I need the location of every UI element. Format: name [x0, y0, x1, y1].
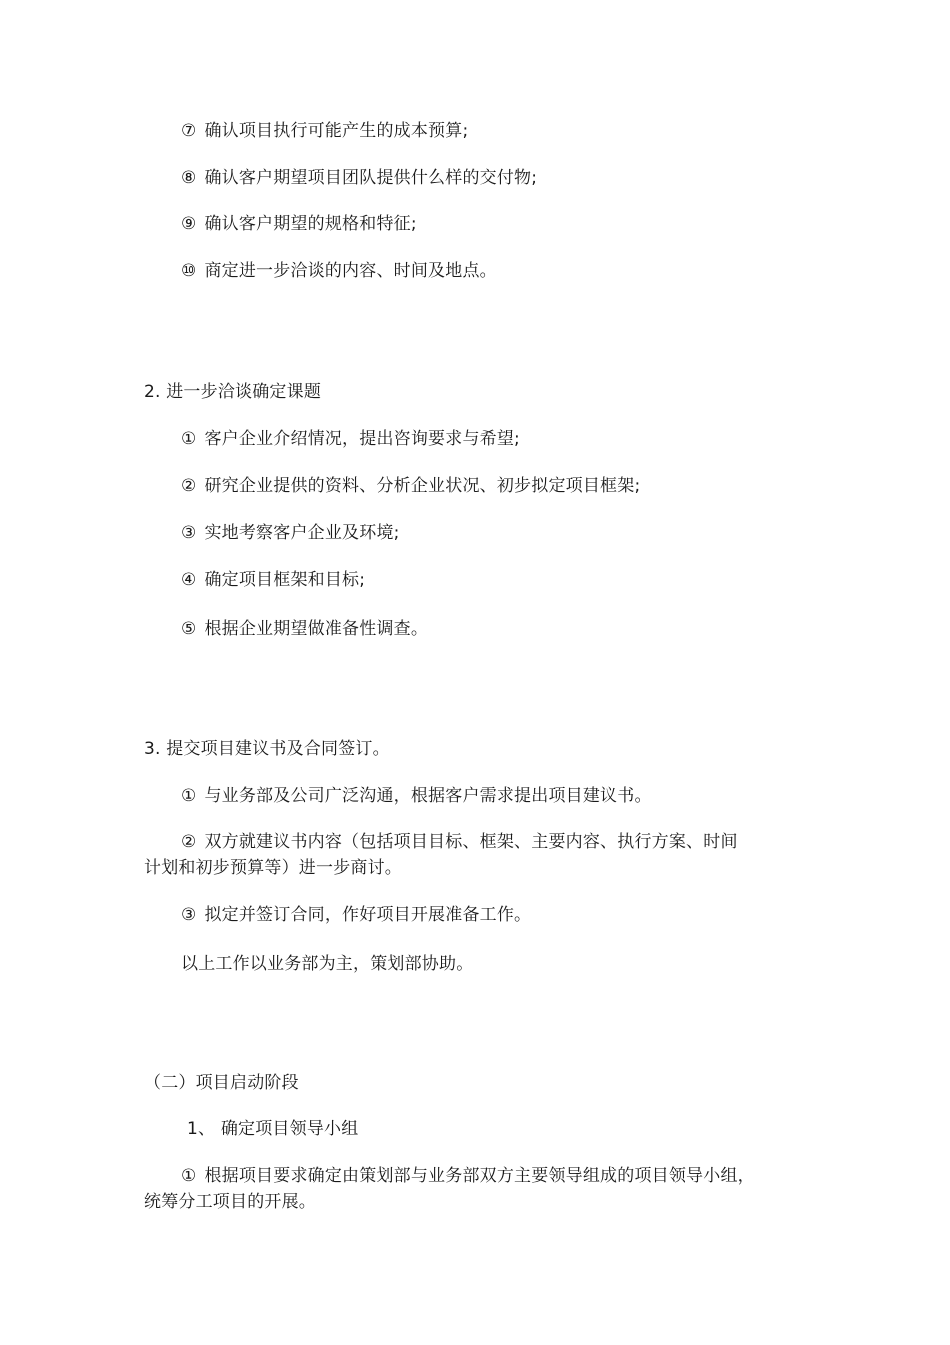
- item-text: 商定进一步洽谈的内容、时间及地点。: [204, 261, 497, 281]
- list-item: [181, 427, 520, 451]
- list-item: [181, 617, 428, 641]
- sub-heading: 1、 确定项目领导小组: [187, 1119, 359, 1139]
- item-text-continuation: 计划和初步预算等）进一步商讨。: [144, 858, 402, 878]
- item-text: 实地考察客户企业及环境;: [204, 523, 400, 543]
- list-item: [181, 784, 652, 808]
- item-number: ⑦: [181, 121, 197, 141]
- item-number: ②: [181, 476, 197, 496]
- list-item: [181, 903, 531, 927]
- item-text: 确认客户期望的规格和特征;: [204, 214, 417, 234]
- list-item: [181, 1164, 755, 1188]
- phase-heading: （二）项目启动阶段: [144, 1073, 299, 1093]
- item-number: ②: [181, 832, 197, 852]
- item-text: 确定项目框架和目标;: [204, 570, 366, 590]
- item-number: ①: [181, 786, 197, 806]
- item-text: 与业务部及公司广泛沟通，根据客户需求提出项目建议书。: [204, 786, 652, 806]
- item-number: ①: [181, 1166, 197, 1186]
- item-number: ⑤: [181, 619, 197, 639]
- section-heading: 2. 进一步洽谈确定课题: [144, 382, 322, 402]
- note-paragraph: 以上工作以业务部为主，策划部协助。: [181, 954, 474, 974]
- item-text-continuation: 统筹分工项目的开展。: [144, 1192, 316, 1212]
- item-number: ④: [181, 570, 197, 590]
- list-item: [181, 521, 400, 545]
- item-text: 确认客户期望项目团队提供什么样的交付物;: [204, 168, 538, 188]
- item-number: ⑩: [181, 261, 197, 281]
- list-item: [181, 166, 537, 190]
- list-item: [181, 119, 468, 143]
- item-text: 拟定并签订合同，作好项目开展准备工作。: [204, 905, 532, 925]
- item-number: ③: [181, 905, 197, 925]
- item-text: 客户企业介绍情况，提出咨询要求与希望;: [204, 429, 520, 449]
- item-text: 研究企业提供的资料、分析企业状况、初步拟定项目框架;: [204, 476, 641, 496]
- item-number: ③: [181, 523, 197, 543]
- list-item: [181, 474, 640, 498]
- item-text: 根据企业期望做准备性调查。: [204, 619, 429, 639]
- list-item: [181, 259, 497, 283]
- list-item: [181, 212, 417, 236]
- item-number: ⑧: [181, 168, 197, 188]
- list-item: [181, 830, 738, 854]
- item-number: ①: [181, 429, 197, 449]
- item-text: 双方就建议书内容（包括项目目标、框架、主要内容、执行方案、时间: [204, 832, 738, 852]
- item-number: ⑨: [181, 214, 197, 234]
- item-text: 根据项目要求确定由策划部与业务部双方主要领导组成的项目领导小组，: [204, 1166, 755, 1186]
- list-item: [181, 568, 365, 592]
- section-heading: 3. 提交项目建议书及合同签订。: [144, 739, 390, 759]
- item-text: 确认项目执行可能产生的成本预算;: [204, 121, 469, 141]
